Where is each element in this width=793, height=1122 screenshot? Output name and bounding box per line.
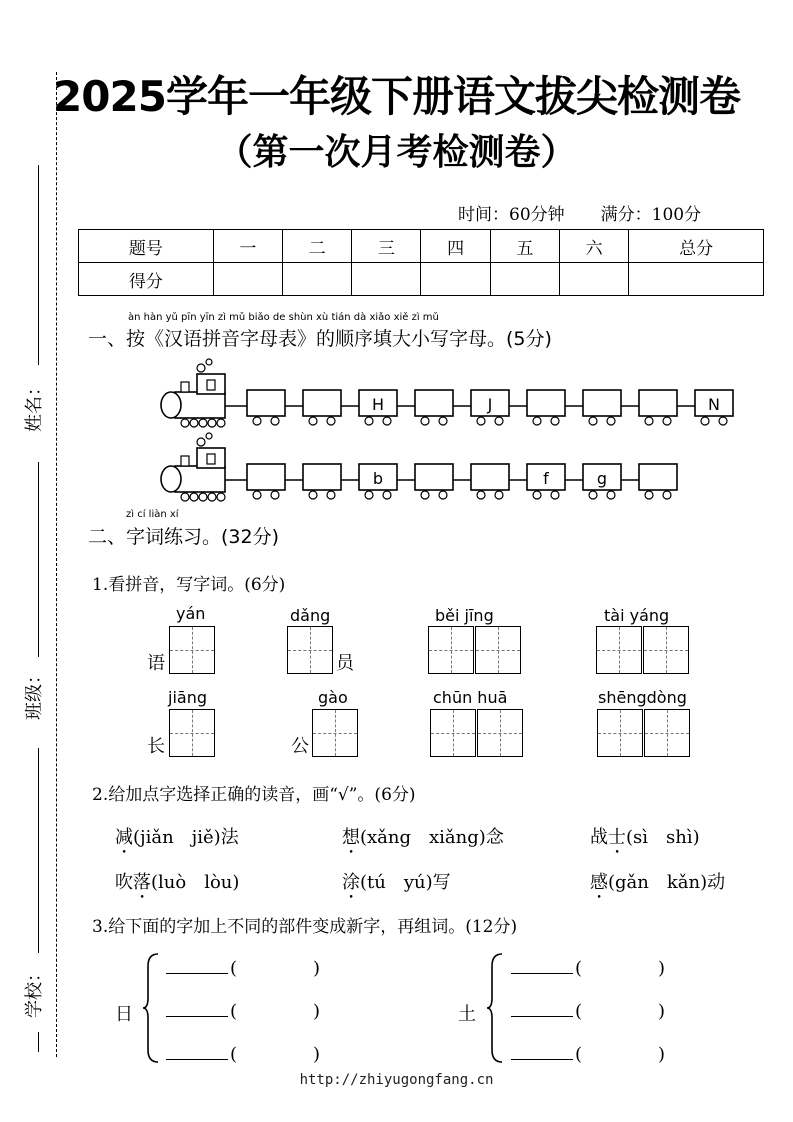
paren-close: ) (313, 958, 321, 979)
q1-pinyin: chūn huā (433, 688, 508, 707)
q2-item[interactable] (590, 823, 700, 858)
score-header-cell: 三 (352, 230, 421, 263)
q3-answer-row[interactable] (511, 1044, 665, 1065)
word-pre: 吹 (115, 872, 133, 893)
train-carriage (415, 464, 471, 499)
score-table (78, 229, 764, 296)
page-subtitle: （第一次月考检测卷） (216, 132, 577, 173)
dotted-char: 感 (590, 872, 608, 893)
train-carriage (303, 464, 359, 499)
page-title: 2025学年一年级下册语文拔尖检测卷 (53, 72, 740, 121)
train-carriage (247, 464, 303, 499)
q1-pinyin: běi jīng (435, 606, 494, 625)
q2-item[interactable] (342, 823, 504, 858)
q3-heading: 3.给下面的字加上不同的部件变成新字，再组词。(12分) (92, 917, 518, 937)
score-header-cell: 二 (282, 230, 351, 263)
locomotive-icon (161, 359, 247, 427)
train-carriage (639, 464, 677, 499)
score-table-header-row (79, 230, 764, 263)
locomotive-icon (161, 433, 247, 501)
score-header-cell: 四 (421, 230, 490, 263)
q2-item[interactable] (115, 868, 239, 903)
score-input-cell[interactable] (352, 263, 421, 296)
score-header-cell: 一 (213, 230, 282, 263)
section1-pinyin: àn hàn yǔ pīn yīn zì mǔ biǎo de shùn xù tián dà xiǎo xiě zì mǔ (128, 312, 439, 323)
train-carriage (583, 390, 639, 425)
writing-grid-cell[interactable] (287, 626, 333, 674)
q3-answer-row[interactable] (511, 1001, 665, 1022)
q2-item[interactable] (342, 868, 451, 903)
q1-prefix-char: 公 (291, 736, 309, 757)
writing-grid-cell[interactable] (169, 626, 215, 674)
side-label-school: 学校： (24, 964, 45, 1018)
carriage-letter: b (372, 469, 384, 488)
school-blank-line[interactable] (38, 1032, 39, 1052)
new-char-blank[interactable] (511, 973, 573, 974)
paren-open: ( (575, 958, 583, 979)
carriage-letter: H (371, 395, 385, 414)
q2-heading: 2.给加点字选择正确的读音，画“√”。(6分) (92, 785, 416, 805)
score-header-cell: 总分 (629, 230, 764, 263)
q1-pinyin: yán (176, 604, 206, 623)
train-carriage (247, 390, 303, 425)
writing-grid-cell[interactable] (644, 709, 690, 757)
carriage-letter: g (596, 469, 608, 488)
paren-close: ) (658, 1001, 666, 1022)
train-carriage (303, 390, 359, 425)
paren-open: ( (230, 1044, 238, 1065)
word-rest: 念 (485, 827, 504, 848)
score-input-cell[interactable] (282, 263, 351, 296)
writing-grid-cell[interactable] (169, 709, 215, 757)
train-carriage (583, 464, 639, 499)
q2-item[interactable] (115, 823, 239, 858)
train-carriage (639, 390, 695, 425)
score-header-cell: 题号 (79, 230, 214, 263)
class-blank-line[interactable] (38, 748, 39, 953)
paren-close: ) (313, 1044, 321, 1065)
q3-base-char-1: 日 (115, 1004, 133, 1025)
writing-grid-cell[interactable] (475, 626, 521, 674)
new-char-blank[interactable] (511, 1059, 573, 1060)
dotted-char: 涂 (342, 872, 360, 893)
left-brace-icon (486, 952, 506, 1064)
score-header-cell: 五 (490, 230, 559, 263)
train-carriage (695, 390, 733, 425)
exam-meta (458, 200, 737, 225)
q3-answer-row[interactable] (166, 1001, 320, 1022)
train-carriage (415, 390, 471, 425)
writing-grid-cell[interactable] (597, 709, 643, 757)
section1-heading: 一、按《汉语拼音字母表》的顺序填大小写字母。(5分) (88, 328, 552, 350)
side-label-class: 班级： (24, 666, 45, 720)
reading-options[interactable]: (gǎn kǎn) (608, 872, 708, 893)
writing-grid-cell[interactable] (312, 709, 358, 757)
time-label: 时间：60分钟 (458, 205, 565, 225)
carriage-letter: f (543, 469, 549, 488)
q1-pinyin: shēngdòng (598, 688, 687, 707)
writing-grid-cell[interactable] (428, 626, 474, 674)
paren-open: ( (575, 1044, 583, 1065)
q1-pinyin: dǎng (290, 606, 331, 625)
train-illustration (155, 370, 720, 506)
score-header-cell: 六 (560, 230, 629, 263)
side-label-name: 姓名： (24, 378, 45, 432)
section2-pinyin: zì cí liàn xí (126, 509, 179, 520)
train-carriage (527, 464, 583, 499)
q2-item[interactable] (590, 868, 725, 903)
word-rest: 写 (432, 872, 451, 893)
reading-options[interactable]: (sì shì) (626, 827, 700, 848)
word-pre: 战 (590, 827, 608, 848)
train-carriage (471, 464, 527, 499)
q3-base-char-2: 土 (458, 1004, 476, 1025)
writing-grid-cell[interactable] (596, 626, 642, 674)
q1-prefix-char: 语 (147, 653, 165, 674)
name-blank-line[interactable] (38, 165, 39, 365)
paren-open: ( (575, 1001, 583, 1022)
carriage-letter: J (487, 395, 493, 414)
score-input-cell[interactable] (560, 263, 629, 296)
name-blank-line-2[interactable] (38, 462, 39, 657)
new-char-blank[interactable] (166, 973, 228, 974)
full-score-label: 满分：100分 (600, 205, 702, 225)
paren-close: ) (658, 1044, 666, 1065)
q1-suffix-char: 员 (336, 653, 354, 674)
paren-close: ) (313, 1001, 321, 1022)
paren-open: ( (230, 1001, 238, 1022)
section2-heading: 二、字词练习。(32分) (88, 526, 280, 548)
score-input-cell[interactable] (421, 263, 490, 296)
dotted-char: 减 (115, 827, 133, 848)
carriage-letter: N (708, 395, 720, 414)
train-carriage (359, 464, 415, 499)
q3-answer-row[interactable] (511, 958, 665, 979)
writing-grid-cell[interactable] (430, 709, 476, 757)
dotted-char: 落 (133, 872, 151, 893)
reading-options[interactable]: (luò lòu) (151, 872, 240, 893)
score-input-cell[interactable] (490, 263, 559, 296)
score-input-cell[interactable] (629, 263, 764, 296)
train-carriage (471, 390, 527, 425)
q1-pinyin: jiāng (168, 688, 207, 707)
train-row-2 (161, 433, 677, 501)
word-rest: 动 (707, 872, 726, 893)
paren-close: ) (658, 958, 666, 979)
score-row-label: 得分 (79, 263, 214, 296)
q1-pinyin: gào (318, 688, 348, 707)
new-char-blank[interactable] (511, 1016, 573, 1017)
reading-options[interactable]: (tú yú) (360, 872, 433, 893)
q1-pinyin: tài yáng (604, 606, 670, 625)
train-row-1 (161, 359, 733, 427)
dotted-char: 士 (608, 827, 626, 848)
score-table-row (79, 263, 764, 296)
q3-answer-row[interactable] (166, 958, 320, 979)
reading-options[interactable]: (xǎng xiǎng) (360, 827, 486, 848)
word-rest: 法 (220, 827, 239, 848)
train-carriage (359, 390, 415, 425)
q1-heading: 1.看拼音，写字词。(6分) (92, 575, 286, 595)
footer-url: http://zhiyugongfang.cn (299, 1072, 494, 1088)
q1-prefix-char: 长 (147, 736, 165, 757)
writing-grid-cell[interactable] (643, 626, 689, 674)
new-char-blank[interactable] (166, 1059, 228, 1060)
writing-grid-cell[interactable] (477, 709, 523, 757)
new-char-blank[interactable] (166, 1016, 228, 1017)
dotted-char: 想 (342, 827, 360, 848)
binding-dashed-line (56, 72, 57, 1057)
q3-answer-row[interactable] (166, 1044, 320, 1065)
paren-open: ( (230, 958, 238, 979)
reading-options[interactable]: (jiǎn jiě) (133, 827, 221, 848)
score-input-cell[interactable] (213, 263, 282, 296)
train-carriage (527, 390, 583, 425)
left-brace-icon (142, 952, 162, 1064)
